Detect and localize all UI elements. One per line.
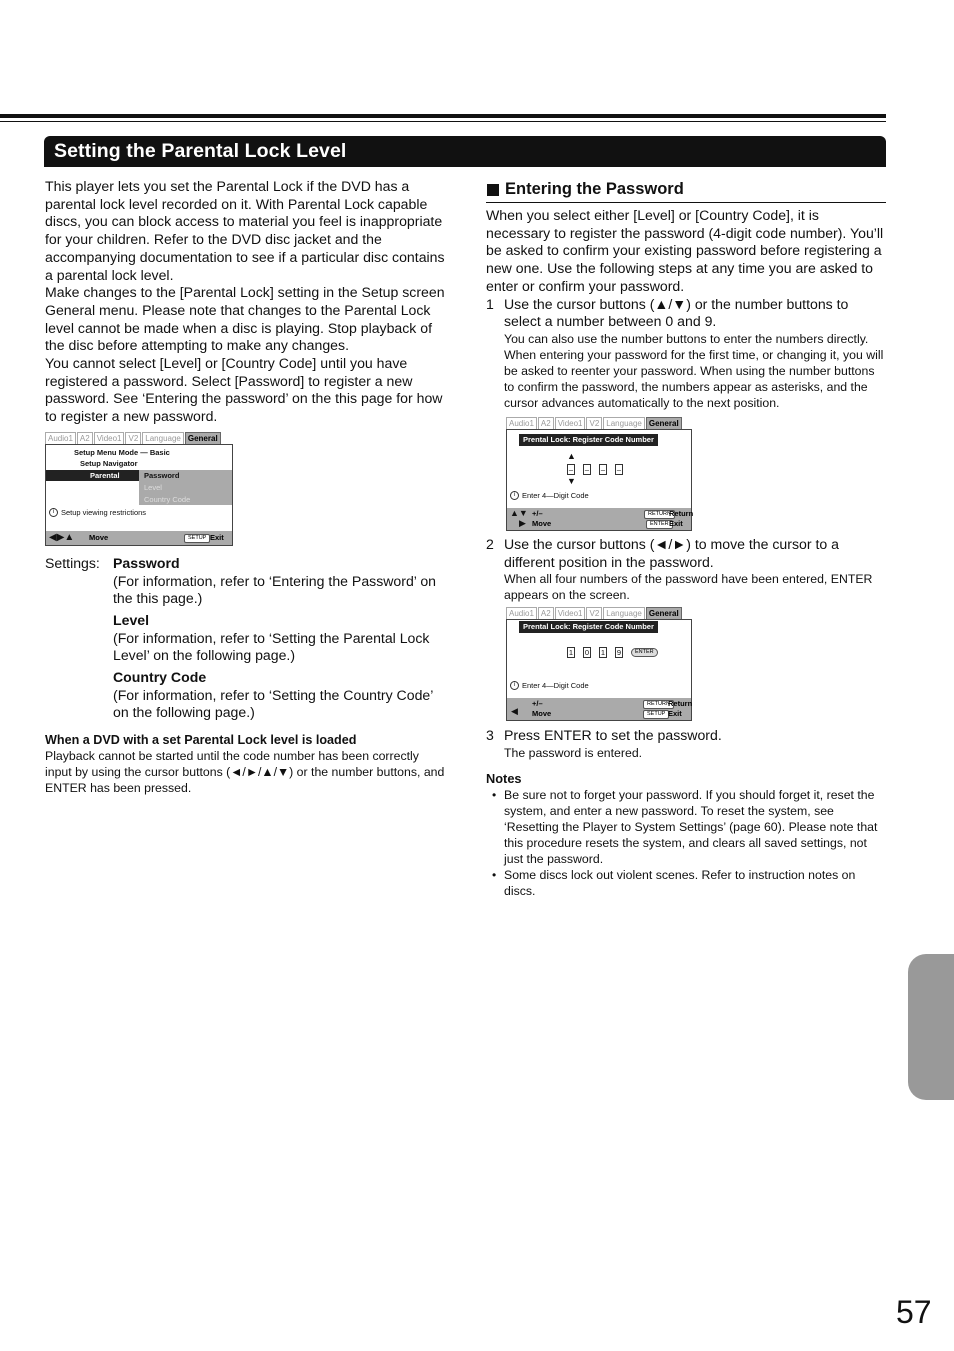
setting-desc: (For information, refer to ‘Setting the Parental Lock Level’ on the following page.) [113, 629, 430, 664]
osd-option-country-code: Country Code [144, 494, 191, 504]
code-digit: 9 [616, 648, 622, 658]
dvd-note-heading: When a DVD with a set Parental Lock level is loaded [45, 733, 357, 748]
code-digit: – [600, 464, 606, 474]
settings-list [45, 555, 445, 722]
osd-enter-tag: ENTER [631, 648, 658, 657]
up-down-arrows-icon: ▲▼ [510, 507, 528, 518]
dvd-note-text: Playback cannot be started until the code number has been correctly input by using the cursor buttons (◄/►/▲/▼) or the number buttons, and ENTER has been pressed. [45, 749, 445, 796]
osd-tab-v2: V2 [586, 607, 602, 619]
osd-setup-menu [45, 432, 233, 546]
bullet-icon: • [492, 788, 497, 803]
step-number: 1 [486, 295, 494, 312]
right-arrow-icon: ▶ [519, 517, 526, 528]
osd-return-label: Return [669, 508, 694, 518]
step-text: Use the cursor buttons (▲/▼) or the number buttons to select a number between 0 and 9. [504, 295, 849, 330]
osd-tab-audio1: Audio1 [45, 432, 76, 444]
osd-tab-v2: V2 [125, 432, 141, 444]
osd-tab-general: General [646, 607, 682, 619]
osd-tab-row [506, 607, 692, 619]
left-column [45, 178, 445, 796]
right-column [486, 178, 886, 899]
osd-code-footer [507, 698, 691, 720]
osd-code-header: Prental Lock: Register Code Number [519, 434, 658, 446]
osd-code-info: i Enter 4—Digit Code [510, 681, 589, 690]
notes-heading: Notes [486, 771, 522, 787]
osd-tab-a2: A2 [538, 607, 554, 619]
osd-tab-audio1: Audio1 [506, 417, 537, 429]
password-intro: When you select either [Level] or [Country Code], it is necessary to register the password (4-digit code number). You’ll be asked to confirm your existing password before registering a new one. Use the following steps at any time you are asked to enter or confirm your password. [486, 207, 884, 294]
osd-tab-v2: V2 [586, 417, 602, 429]
osd-menu-frame [45, 444, 233, 546]
notes-section [486, 771, 886, 899]
osd-setup-button: SETUP [643, 710, 669, 719]
setting-country-code [113, 669, 445, 722]
osd-tab-video1: Video1 [555, 417, 586, 429]
step-text: Use the cursor buttons (◄/►) to move the cursor to a different position in the password. [504, 535, 839, 570]
osd-option-level: Level [144, 482, 162, 492]
osd-tab-general: General [646, 417, 682, 429]
left-arrow-icon: ◀ [511, 706, 518, 717]
setting-desc: (For information, refer to ‘Setting the Country Code’ on the following page.) [113, 686, 433, 721]
osd-tab-a2: A2 [538, 417, 554, 429]
osd-tab-language: Language [603, 417, 645, 429]
osd-register-code-screen-2 [506, 607, 692, 721]
osd-exit-label: Exit [210, 532, 224, 542]
osd-enter-button: ENTER [646, 520, 673, 529]
code-down-arrow-icon: ▼ [567, 475, 576, 486]
info-icon: i [510, 491, 519, 500]
osd-tab-row [506, 417, 692, 429]
setting-name: Country Code [113, 669, 207, 686]
step-subtext: You can also use the number buttons to enter the numbers directly. When entering your password for the first time, or changing it, you will be asked to reenter your password. When using the number buttons to confirm the password, the numbers appear as asterisks, and the cursor advances automatically to the next position. [504, 331, 884, 410]
step-number: 2 [486, 535, 494, 552]
code-digit: 1 [568, 648, 574, 658]
osd-tab-language: Language [142, 432, 184, 444]
setting-name: Level [113, 611, 150, 628]
code-digit: 1 [600, 648, 606, 658]
code-digit: – [568, 464, 574, 474]
osd-tab-a2: A2 [77, 432, 93, 444]
osd-menu-mode: Setup Menu Mode — Basic [74, 447, 170, 457]
osd-move-label: Move [89, 532, 109, 542]
setting-name: Password [113, 554, 180, 571]
step-subtext: The password is entered. [504, 746, 643, 761]
osd-return-button: RETURN [644, 510, 675, 519]
header-rule-thin [0, 121, 886, 122]
osd-option-password: Password [144, 470, 180, 480]
code-digit: – [616, 464, 622, 474]
page-number: 57 [896, 1294, 932, 1330]
square-bullet-icon [487, 184, 499, 196]
osd-code-frame [506, 619, 692, 721]
header-rule-thick [0, 114, 886, 118]
code-entry [567, 647, 658, 658]
osd-menu-info: i Setup viewing restrictions [49, 508, 146, 517]
osd-tab-video1: Video1 [94, 432, 125, 444]
step-2 [486, 536, 886, 603]
intro-paragraph-2: Make changes to the [Parental Lock] setting in the Setup screen General menu. Please note that changes to the Parental Lock level cannot be made when a disc is playing. Stop playback of the disc before attempting to make any changes. [45, 284, 445, 354]
osd-code-footer [507, 507, 694, 530]
section-heading: Entering the Password [505, 180, 684, 198]
osd-tab-row [45, 432, 233, 444]
osd-menu-navigator: Setup Navigator [80, 458, 138, 468]
bullet-icon: • [492, 868, 497, 883]
osd-menu-selected: Parental Lock [46, 470, 139, 481]
setting-level [113, 612, 445, 665]
info-icon: i [49, 508, 58, 517]
code-up-arrow-icon: ▲ [567, 450, 576, 461]
step-number: 3 [486, 727, 494, 744]
dvd-note [45, 732, 445, 796]
code-digit: 0 [584, 648, 590, 658]
osd-move-label: Move [532, 709, 552, 719]
osd-code-info: i Enter 4—Digit Code [510, 491, 589, 500]
osd-plus-minus-label: +/– [532, 699, 543, 709]
osd-menu-footer [46, 531, 232, 545]
osd-tab-audio1: Audio1 [506, 607, 537, 619]
side-index-tab [908, 954, 954, 1100]
step-subtext: When all four numbers of the password have been entered, ENTER appears on the screen. [504, 572, 873, 603]
note-text: Be sure not to forget your password. If you should forget it, reset the system, and enter a new password. To reset the system, see ‘Resetting the Player to System Settings’ (page 60). Please note that this procedure resets the system, and clears all saved settings, not just the password. [504, 788, 878, 867]
intro-paragraph-3: You cannot select [Level] or [Country Code] until you have registered a password. Select [Password] to register a new password. See ‘Entering the password’ on the this page for how to register a new password. [45, 355, 443, 425]
setting-desc: (For information, refer to ‘Entering the Password’ on the this page.) [113, 572, 436, 607]
section-title-bar [44, 136, 886, 167]
osd-code-header: Prental Lock: Register Code Number [519, 621, 658, 633]
cursor-arrows-icon: ◀▶▲ [49, 531, 75, 543]
osd-tab-language: Language [603, 607, 645, 619]
step-1 [486, 296, 886, 411]
note-item [486, 787, 886, 867]
code-entry [567, 464, 623, 475]
osd-return-label: Return [668, 699, 693, 709]
osd-register-code-screen-1 [506, 417, 692, 531]
osd-tab-video1: Video1 [555, 607, 586, 619]
osd-return-button: RETURN [643, 700, 674, 709]
entering-password-heading [486, 180, 886, 203]
info-icon: i [510, 681, 519, 690]
osd-tab-general: General [185, 432, 221, 444]
osd-code-frame [506, 429, 692, 531]
osd-plus-minus-label: +/– [532, 508, 543, 518]
code-digit: – [584, 464, 590, 474]
osd-exit-label: Exit [669, 518, 683, 528]
osd-setup-button: SETUP [184, 534, 210, 543]
note-text: Some discs lock out violent scenes. Refer to instruction notes on discs. [504, 868, 856, 899]
intro-paragraph-1: This player lets you set the Parental Lock if the DVD has a parental lock level recorded on it. With Parental Lock capable discs, you can block access to material you feel is inappropriate for your children. Refer to the DVD disc jacket and the accompanying documentation to see if a particular disc contains a parental lock level. [45, 178, 445, 283]
setting-password [113, 555, 445, 608]
note-item [486, 867, 886, 899]
step-text: Press ENTER to set the password. [504, 727, 722, 744]
step-3 [486, 727, 886, 761]
page-title: Setting the Parental Lock Level [54, 140, 347, 162]
osd-exit-label: Exit [668, 709, 682, 719]
settings-label: Settings: [45, 554, 100, 571]
osd-move-label: Move [532, 518, 552, 528]
osd-menu-options [139, 470, 232, 505]
